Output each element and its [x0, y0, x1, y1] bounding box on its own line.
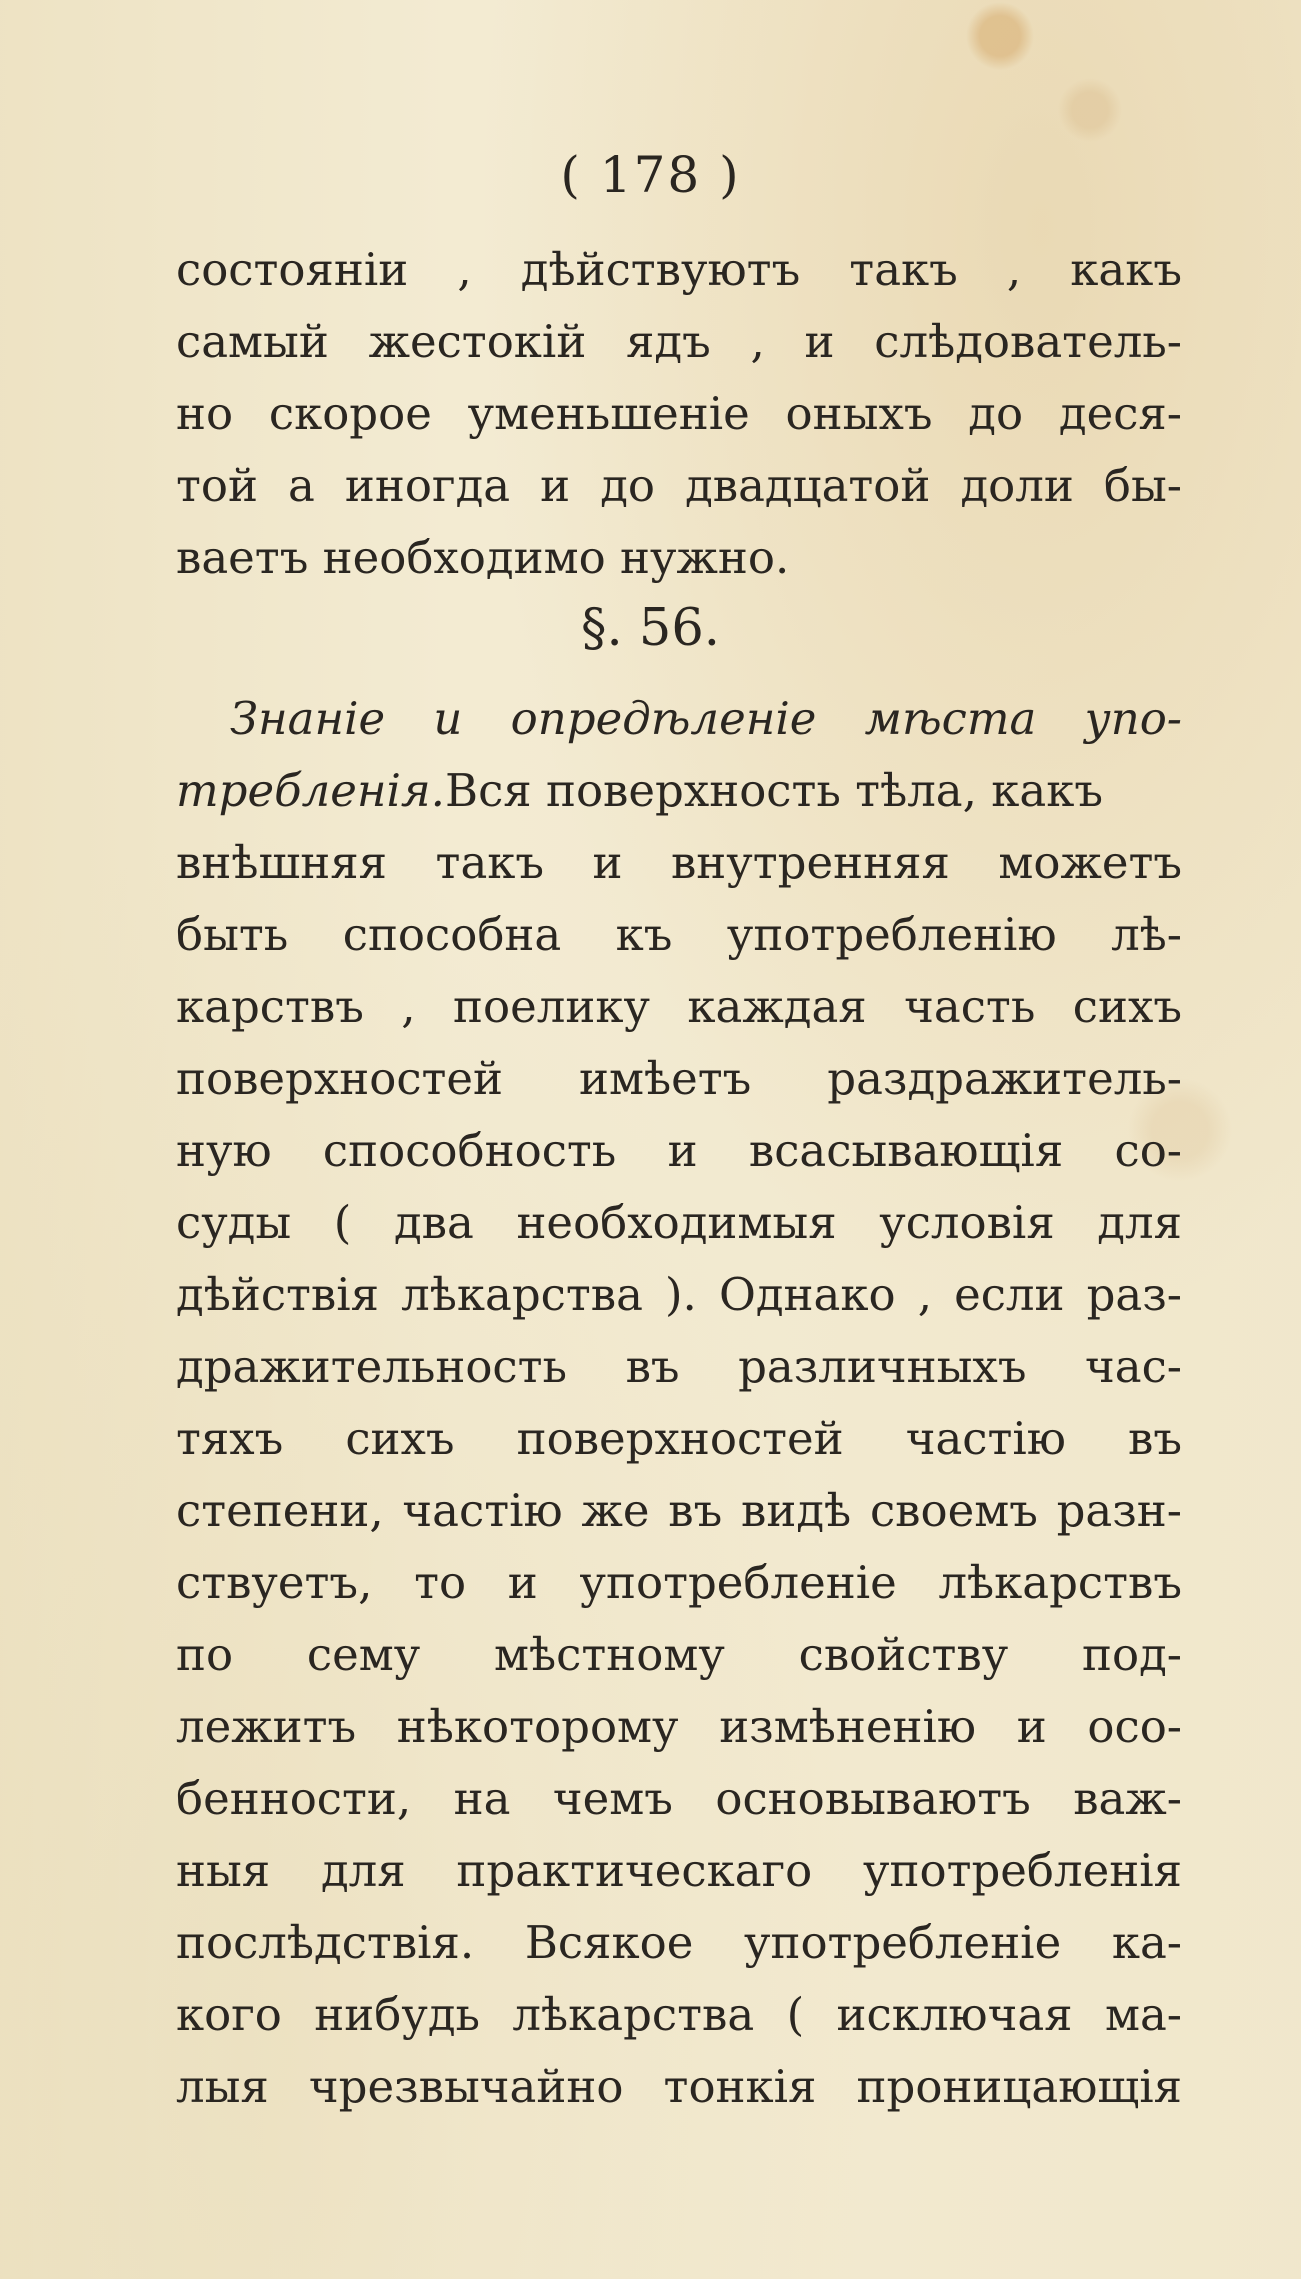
text-line-4: той а иногда и до двадцатой доли бы-: [176, 459, 1182, 512]
text-line-19: по сему мѣстному свойству под-: [176, 1628, 1182, 1681]
text-line-10: карствъ , поелику каждая часть сихъ: [176, 980, 1182, 1033]
text-line-13: суды ( два необходимыя условiя для: [176, 1196, 1182, 1249]
text-line-18: ствуетъ, то и употребленiе лѣкарствъ: [176, 1556, 1182, 1609]
section-number: §. 56.: [580, 599, 721, 658]
page-number: ( 178 ): [560, 146, 741, 204]
text-line-14: дѣйствiя лѣкарства ). Однако , если раз-: [176, 1268, 1182, 1321]
text-line-15: дражительность въ различныхъ час-: [176, 1340, 1182, 1393]
text-line-5: ваетъ необходимо нужно.: [176, 531, 790, 584]
text-line-17: степени, частiю же въ видѣ своемъ разн-: [176, 1484, 1182, 1537]
text-line-20: лежитъ нѣкоторому измѣненiю и осо-: [176, 1700, 1182, 1753]
paragraph-main: [176, 683, 1182, 2123]
text-line-1: состоянiи , дѣйствуютъ такъ , какъ: [176, 243, 1182, 296]
text-line-11: поверхностей имѣетъ раздражитель-: [176, 1052, 1182, 1105]
text-line-23: послѣдствiя. Всякое употребленiе ка-: [176, 1916, 1182, 1969]
section-heading-continuation: [176, 755, 1182, 827]
paragraph-continuation: [176, 234, 1182, 594]
text-line-2: самый жестокiй ядъ , и слѣдователь-: [176, 315, 1182, 368]
section-text-start: Вся поверхность тѣла, какъ: [445, 764, 1103, 817]
text-line-12: ную способность и всасывающiя со-: [176, 1124, 1182, 1177]
text-line-25: лыя чрезвычайно тонкiя проницающiя: [176, 2060, 1182, 2113]
text-line-16: тяхъ сихъ поверхностей частiю въ: [176, 1412, 1182, 1465]
text-line-9: быть способна къ употребленiю лѣ-: [176, 908, 1182, 961]
text-line-22: ныя для практическаго употребленiя: [176, 1844, 1182, 1897]
text-line-21: бенности, на чемъ основываютъ важ-: [176, 1772, 1182, 1825]
section-heading-end: требленiя.: [176, 764, 445, 817]
text-line-3: но скорое уменьшенiе оныхъ до деся-: [176, 387, 1182, 440]
section-heading-line: Знанiе и опредѣленiе мѣста упо-: [230, 692, 1182, 745]
text-line-24: кого нибудь лѣкарства ( исключая ма-: [176, 1988, 1182, 2041]
text-line-8: внѣшняя такъ и внутренняя можетъ: [176, 836, 1182, 889]
